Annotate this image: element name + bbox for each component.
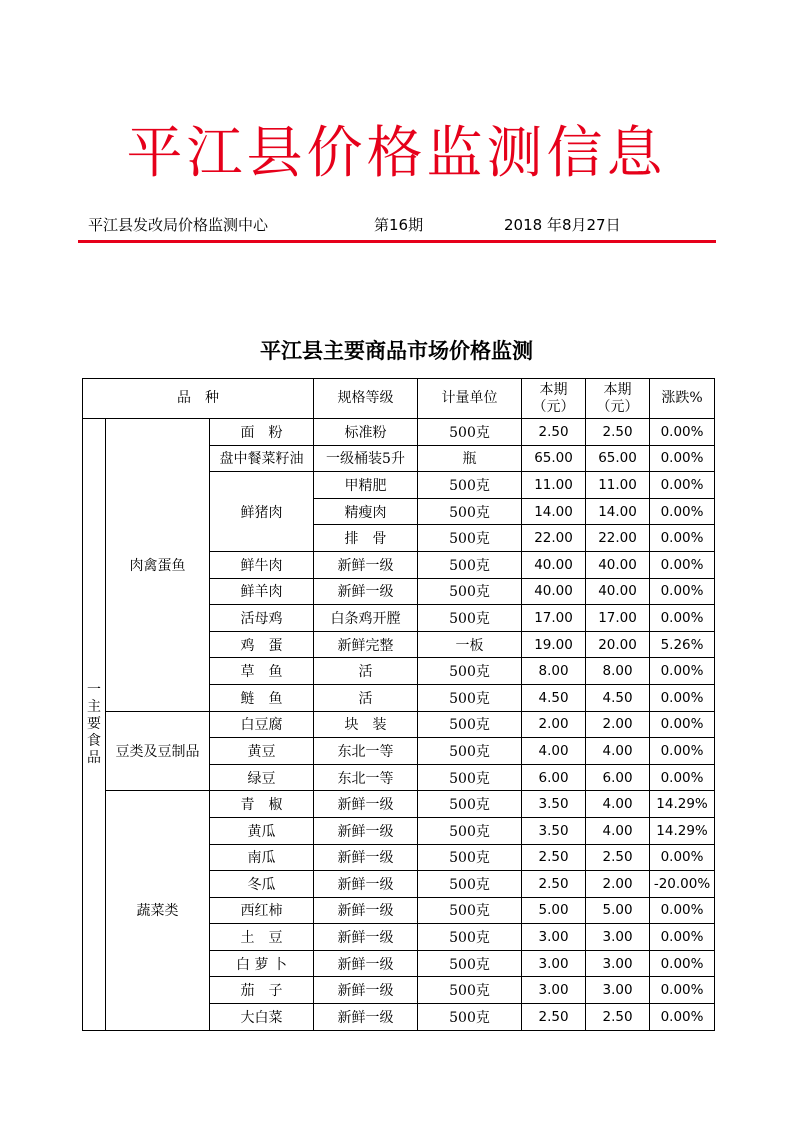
item-spec: 排 骨 (314, 525, 418, 552)
item-current-price: 14.00 (522, 498, 586, 525)
item-spec: 新鲜一级 (314, 871, 418, 898)
item-spec: 活 (314, 684, 418, 711)
item-spec: 新鲜一级 (314, 791, 418, 818)
item-unit: 500克 (418, 658, 522, 685)
item-name: 鲜牛肉 (210, 551, 314, 578)
item-current-price: 65.00 (522, 445, 586, 472)
header-spec: 规格等级 (314, 379, 418, 419)
item-change: 0.00% (650, 711, 715, 738)
item-unit: 500克 (418, 844, 522, 871)
item-current-price: 2.50 (522, 419, 586, 446)
item-change: 0.00% (650, 684, 715, 711)
group-meat: 肉禽蛋鱼 (106, 419, 210, 712)
item-unit: 瓶 (418, 445, 522, 472)
header-current-price: 本期 （元） (522, 379, 586, 419)
item-change: 0.00% (650, 950, 715, 977)
item-unit: 500克 (418, 897, 522, 924)
item-unit: 500克 (418, 950, 522, 977)
masthead-title: 平江县价格监测信息 (126, 121, 667, 186)
item-previous-price: 4.00 (586, 738, 650, 765)
item-unit: 500克 (418, 977, 522, 1004)
item-unit: 500克 (418, 764, 522, 791)
item-change: 5.26% (650, 631, 715, 658)
item-previous-price: 40.00 (586, 551, 650, 578)
item-spec: 东北一等 (314, 764, 418, 791)
item-spec: 东北一等 (314, 738, 418, 765)
item-current-price: 3.00 (522, 924, 586, 951)
item-name: 白豆腐 (210, 711, 314, 738)
item-previous-price: 40.00 (586, 578, 650, 605)
item-spec: 新鲜一级 (314, 817, 418, 844)
item-change: -20.00% (650, 871, 715, 898)
item-previous-price: 3.00 (586, 977, 650, 1004)
item-name: 青 椒 (210, 791, 314, 818)
item-spec: 新鲜一级 (314, 844, 418, 871)
item-name: 鸡 蛋 (210, 631, 314, 658)
item-previous-price: 22.00 (586, 525, 650, 552)
item-spec: 新鲜完整 (314, 631, 418, 658)
item-previous-price: 4.00 (586, 791, 650, 818)
item-spec: 标准粉 (314, 419, 418, 446)
item-current-price: 2.50 (522, 871, 586, 898)
item-change: 14.29% (650, 817, 715, 844)
item-current-price: 22.00 (522, 525, 586, 552)
item-spec: 活 (314, 658, 418, 685)
item-previous-price: 11.00 (586, 472, 650, 499)
item-unit: 500克 (418, 472, 522, 499)
group-veg: 蔬菜类 (106, 791, 210, 1030)
item-previous-price: 4.00 (586, 817, 650, 844)
item-change: 0.00% (650, 977, 715, 1004)
item-name: 黄豆 (210, 738, 314, 765)
item-current-price: 4.50 (522, 684, 586, 711)
item-change: 0.00% (650, 1004, 715, 1031)
item-unit: 500克 (418, 684, 522, 711)
header-previous-price: 本期 （元） (586, 379, 650, 419)
item-spec: 一级桶装5升 (314, 445, 418, 472)
item-current-price: 3.50 (522, 791, 586, 818)
issue-number: 第16期 (374, 216, 424, 234)
item-current-price: 40.00 (522, 551, 586, 578)
item-name: 茄 子 (210, 977, 314, 1004)
table-row (83, 711, 715, 738)
item-previous-price: 3.00 (586, 924, 650, 951)
item-change: 0.00% (650, 844, 715, 871)
item-unit: 500克 (418, 605, 522, 632)
table-row (83, 419, 715, 446)
table-header-row (83, 379, 715, 419)
item-unit: 500克 (418, 419, 522, 446)
item-unit: 500克 (418, 498, 522, 525)
item-current-price: 19.00 (522, 631, 586, 658)
item-current-price: 2.50 (522, 844, 586, 871)
item-change: 0.00% (650, 419, 715, 446)
item-unit: 一板 (418, 631, 522, 658)
item-unit: 500克 (418, 791, 522, 818)
issue-date: 2018 年8月27日 (504, 216, 621, 234)
table-title: 平江县主要商品市场价格监测 (260, 339, 533, 363)
item-name: 面 粉 (210, 419, 314, 446)
item-change: 0.00% (650, 924, 715, 951)
issue-line (80, 214, 720, 236)
item-spec: 新鲜一级 (314, 897, 418, 924)
item-previous-price: 2.50 (586, 1004, 650, 1031)
item-name: 鲜羊肉 (210, 578, 314, 605)
item-current-price: 3.00 (522, 977, 586, 1004)
item-previous-price: 6.00 (586, 764, 650, 791)
item-previous-price: 4.50 (586, 684, 650, 711)
item-spec: 新鲜一级 (314, 924, 418, 951)
item-spec: 块 装 (314, 711, 418, 738)
item-current-price: 4.00 (522, 738, 586, 765)
item-unit: 500克 (418, 551, 522, 578)
item-change: 0.00% (650, 605, 715, 632)
item-spec: 甲精肥 (314, 472, 418, 499)
item-previous-price: 2.50 (586, 844, 650, 871)
item-previous-price: 2.00 (586, 711, 650, 738)
item-current-price: 6.00 (522, 764, 586, 791)
item-name: 南瓜 (210, 844, 314, 871)
item-change: 0.00% (650, 578, 715, 605)
header-change: 涨跌% (650, 379, 715, 419)
item-name: 白 萝 卜 (210, 950, 314, 977)
item-change: 0.00% (650, 498, 715, 525)
item-name: 西红柿 (210, 897, 314, 924)
item-change: 0.00% (650, 658, 715, 685)
item-previous-price: 14.00 (586, 498, 650, 525)
item-spec: 新鲜一级 (314, 578, 418, 605)
item-current-price: 3.00 (522, 950, 586, 977)
major-category-label: 一 主 要 食 品 (87, 681, 101, 766)
group-beans: 豆类及豆制品 (106, 711, 210, 791)
item-unit: 500克 (418, 817, 522, 844)
item-unit: 500克 (418, 711, 522, 738)
header-variety: 品 种 (83, 379, 314, 419)
table-row (83, 791, 715, 818)
item-unit: 500克 (418, 1004, 522, 1031)
item-unit: 500克 (418, 924, 522, 951)
item-previous-price: 65.00 (586, 445, 650, 472)
item-current-price: 40.00 (522, 578, 586, 605)
item-name: 大白菜 (210, 1004, 314, 1031)
red-divider (78, 240, 716, 243)
item-name: 黄瓜 (210, 817, 314, 844)
item-previous-price: 2.00 (586, 871, 650, 898)
item-name: 活母鸡 (210, 605, 314, 632)
item-change: 0.00% (650, 551, 715, 578)
item-unit: 500克 (418, 578, 522, 605)
item-name: 鲜猪肉 (210, 472, 314, 552)
item-current-price: 8.00 (522, 658, 586, 685)
item-unit: 500克 (418, 738, 522, 765)
item-previous-price: 17.00 (586, 605, 650, 632)
item-spec: 新鲜一级 (314, 977, 418, 1004)
item-change: 0.00% (650, 764, 715, 791)
item-current-price: 17.00 (522, 605, 586, 632)
item-change: 0.00% (650, 445, 715, 472)
item-current-price: 2.00 (522, 711, 586, 738)
item-name: 鲢 鱼 (210, 684, 314, 711)
item-previous-price: 5.00 (586, 897, 650, 924)
item-change: 0.00% (650, 525, 715, 552)
item-spec: 白条鸡开膛 (314, 605, 418, 632)
item-name: 冬瓜 (210, 871, 314, 898)
item-spec: 精瘦肉 (314, 498, 418, 525)
item-change: 14.29% (650, 791, 715, 818)
price-table (82, 378, 715, 1031)
major-category-cell (83, 419, 106, 1031)
item-spec: 新鲜一级 (314, 1004, 418, 1031)
publisher: 平江县发改局价格监测中心 (88, 216, 269, 234)
item-name: 绿豆 (210, 764, 314, 791)
item-previous-price: 3.00 (586, 950, 650, 977)
item-name: 土 豆 (210, 924, 314, 951)
item-current-price: 11.00 (522, 472, 586, 499)
item-previous-price: 8.00 (586, 658, 650, 685)
item-change: 0.00% (650, 738, 715, 765)
item-previous-price: 20.00 (586, 631, 650, 658)
header-unit: 计量单位 (418, 379, 522, 419)
item-change: 0.00% (650, 897, 715, 924)
item-spec: 新鲜一级 (314, 950, 418, 977)
item-spec: 新鲜一级 (314, 551, 418, 578)
item-unit: 500克 (418, 871, 522, 898)
item-current-price: 5.00 (522, 897, 586, 924)
item-change: 0.00% (650, 472, 715, 499)
item-unit: 500克 (418, 525, 522, 552)
item-previous-price: 2.50 (586, 419, 650, 446)
item-name: 草 鱼 (210, 658, 314, 685)
item-name: 盘中餐菜籽油 (210, 445, 314, 472)
item-current-price: 2.50 (522, 1004, 586, 1031)
item-current-price: 3.50 (522, 817, 586, 844)
